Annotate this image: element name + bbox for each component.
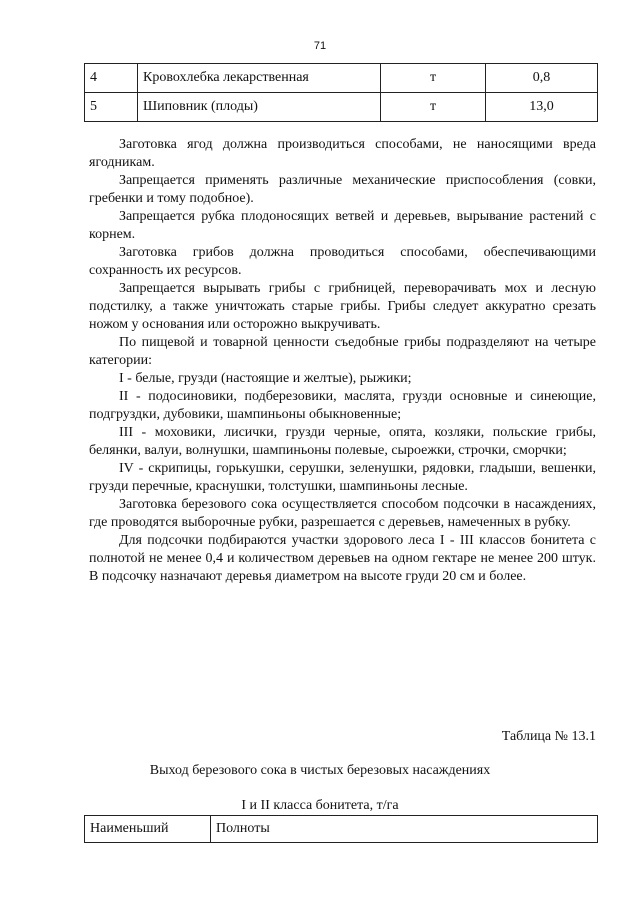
paragraph: IV - скрипицы, горькушки, серушки, зеленушки, рядовки, гладыши, вешенки, грузди перечные, краснушки, толстушки, шампиньоны лесные.: [89, 461, 596, 494]
page-number: 71: [313, 40, 327, 52]
table-subtitle: I и II класса бонитета, т/га: [241, 798, 399, 813]
paragraph: Заготовка ягод должна производиться способами, не наносящими вреда ягодникам.: [89, 137, 596, 170]
resources-table: [84, 63, 598, 122]
resource-name: Кровохлебка лекарственная: [138, 64, 381, 93]
table-title: Выход березового сока в чистых березовых насаждениях: [149, 763, 491, 778]
header-cell: Наименьший: [85, 816, 211, 843]
paragraph: Запрещается рубка плодоносящих ветвей и деревьев, вырывание растений с корнем.: [89, 209, 596, 242]
unit-cell: т: [381, 64, 486, 93]
table-row: [85, 93, 598, 122]
paragraph: Для подсочки подбираются участки здорового леса I - III классов бонитета с полнотой не менее 0,4 и количеством деревьев на одном гектаре не менее 200 штук. В подсочку назначают деревья диаметром на высоте груди 20 см и более.: [89, 533, 596, 584]
paragraph: Запрещается применять различные механические приспособления (совки, гребенки и тому подобное).: [89, 173, 596, 206]
paragraph: II - подосиновики, подберезовики, маслята, грузди основные и синеющие, подгруздки, дубовики, шампиньоны обыкновенные;: [89, 389, 596, 422]
row-number: 4: [85, 64, 138, 93]
header-cell: Полноты: [211, 816, 598, 843]
unit-cell: т: [381, 93, 486, 122]
resource-name: Шиповник (плоды): [138, 93, 381, 122]
paragraph: Запрещается вырывать грибы с грибницей, переворачивать мох и лесную подстилку, а также уничтожать старые грибы. Грибы следует аккуратно срезать ножом у основания или осторожно выкручивать.: [89, 281, 596, 332]
value-cell: 13,0: [486, 93, 598, 122]
row-number: 5: [85, 93, 138, 122]
table-caption: Таблица № 13.1: [501, 729, 596, 744]
table-header-row: [85, 816, 598, 843]
paragraph: III - моховики, лисички, грузди черные, опята, козляки, польские грибы, белянки, валуи, волнушки, шампиньоны полевые, сыроежки, строчки, сморчки;: [89, 425, 596, 458]
paragraph: I - белые, грузди (настоящие и желтые), рыжики;: [119, 371, 412, 386]
body-text: [89, 136, 596, 586]
sap-yield-table: [84, 815, 598, 843]
paragraph: По пищевой и товарной ценности съедобные грибы подразделяют на четыре категории:: [89, 335, 596, 368]
paragraph: Заготовка березового сока осуществляется способом подсочки в насаждениях, где проводятся выборочные рубки, разрешается с деревьев, намеченных в рубку.: [89, 497, 596, 530]
table-row: [85, 64, 598, 93]
value-cell: 0,8: [486, 64, 598, 93]
paragraph: Заготовка грибов должна проводиться способами, обеспечивающими сохранность их ресурсов.: [89, 245, 596, 278]
